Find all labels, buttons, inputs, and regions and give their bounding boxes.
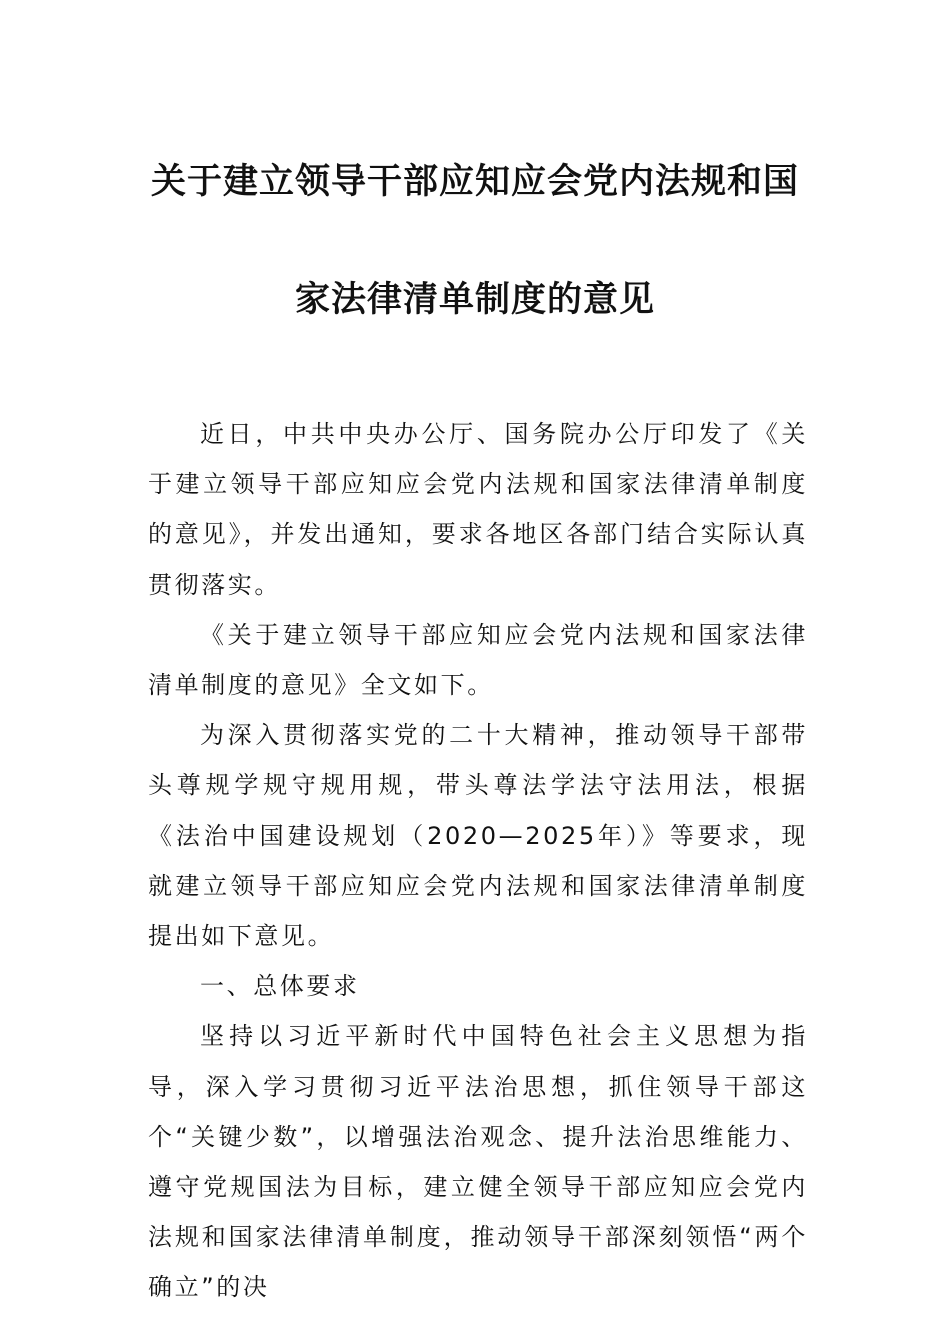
section-heading-general-requirements: 一、总体要求 bbox=[200, 972, 360, 1001]
paragraph-general-requirements: 坚持以习近平新时代中国特色社会主义思想为指导，深入学习贯彻习近平法治思想，抓住领导干部这个“关键少数”，以增强法治观念、提升法治思维能力、遵守党规国法为目标，建立健全领导干部应知应会党内法规和国家法律清单制度，推动领导干部深刻领悟“两个确立”的决 bbox=[148, 1022, 808, 1302]
document-title-line-1: 关于建立领导干部应知应会党内法规和国 bbox=[150, 161, 799, 202]
paragraph-intro: 近日，中共中央办公厅、国务院办公厅印发了《关于建立领导干部应知应会党内法规和国家法律清单制度的意见》，并发出通知，要求各地区各部门结合实际认真贯彻落实。 bbox=[148, 420, 808, 599]
document-title-line-2: 家法律清单制度的意见 bbox=[294, 279, 655, 320]
document-body bbox=[148, 409, 808, 1313]
paragraph-fulltext-note: 《关于建立领导干部应知应会党内法规和国家法律清单制度的意见》全文如下。 bbox=[148, 620, 808, 700]
paragraph-preamble: 为深入贯彻落实党的二十大精神，推动领导干部带头尊规学规守规用规，带头尊法学法守法用法，根据《法治中国建设规划（2020—2025年）》等要求，现就建立领导干部应知应会党内法规和国家法律清单制度提出如下意见。 bbox=[148, 721, 808, 951]
